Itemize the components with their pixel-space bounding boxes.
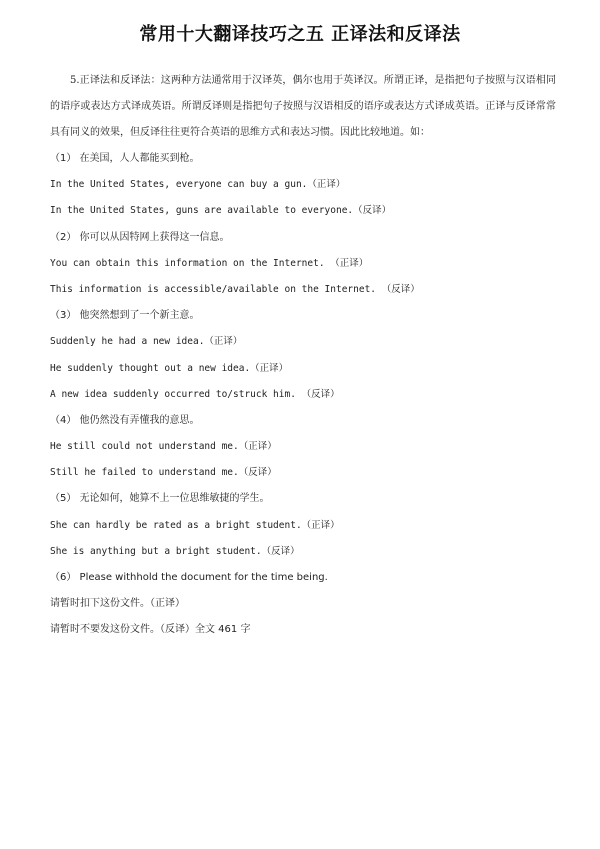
example-line: She can hardly be rated as a bright student.（正译） — [50, 519, 340, 531]
example-line: He suddenly thought out a new idea.（正译） — [50, 362, 289, 374]
example-lines — [50, 146, 556, 644]
example-line: Still he failed to understand me.（反译） — [50, 467, 277, 479]
example-line: Suddenly he had a new idea.（正译） — [50, 336, 243, 348]
example-line: （2） 你可以从因特网上获得这一信息。 — [50, 231, 230, 243]
example-line: In the United States, everyone can buy a gun.（正译） — [50, 179, 346, 191]
example-line: She is anything but a bright student.（反译） — [50, 545, 300, 557]
example-line: A new idea suddenly occurred to/struck him. （反译） — [50, 388, 340, 400]
example-line: （1） 在美国，人人都能买到枪。 — [50, 153, 200, 164]
example-line: （5） 无论如何，她算不上一位思维敏捷的学生。 — [50, 493, 270, 505]
example-line: In the United States, guns are available to everyone.（反译） — [50, 205, 392, 217]
intro-paragraph: 5.正译法和反译法：这两种方法通常用于汉译英，偶尔也用于英译汉。所谓正译，是指把句子按照与汉语相同的语序或表达方式译成英语。所谓反译则是指把句子按照与汉语相反的语序或表达方式译成英语。正译与反译常常具有同义的效果，但反译往往更符合英语的思维方式和表达习惯。因此比较地道。如： — [50, 75, 556, 138]
example-line: He still could not understand me.（正译） — [50, 441, 277, 453]
document-title: 常用十大翻译技巧之五 正译法和反译法 — [139, 24, 461, 45]
example-line: （3） 他突然想到了一个新主意。 — [50, 310, 200, 322]
example-line: This information is accessible/available on the Internet. （反译） — [50, 283, 420, 295]
example-line: 请暂时不要发这份文件。（反译）全文 461 字 — [50, 624, 251, 636]
example-line: 请暂时扣下这份文件。（正译） — [50, 598, 185, 610]
example-line: You can obtain this information on the Internet. （正译） — [50, 257, 369, 269]
example-line: （6） Please withhold the document for the time being. — [50, 572, 328, 583]
example-line: （4） 他仍然没有弄懂我的意思。 — [50, 414, 200, 426]
